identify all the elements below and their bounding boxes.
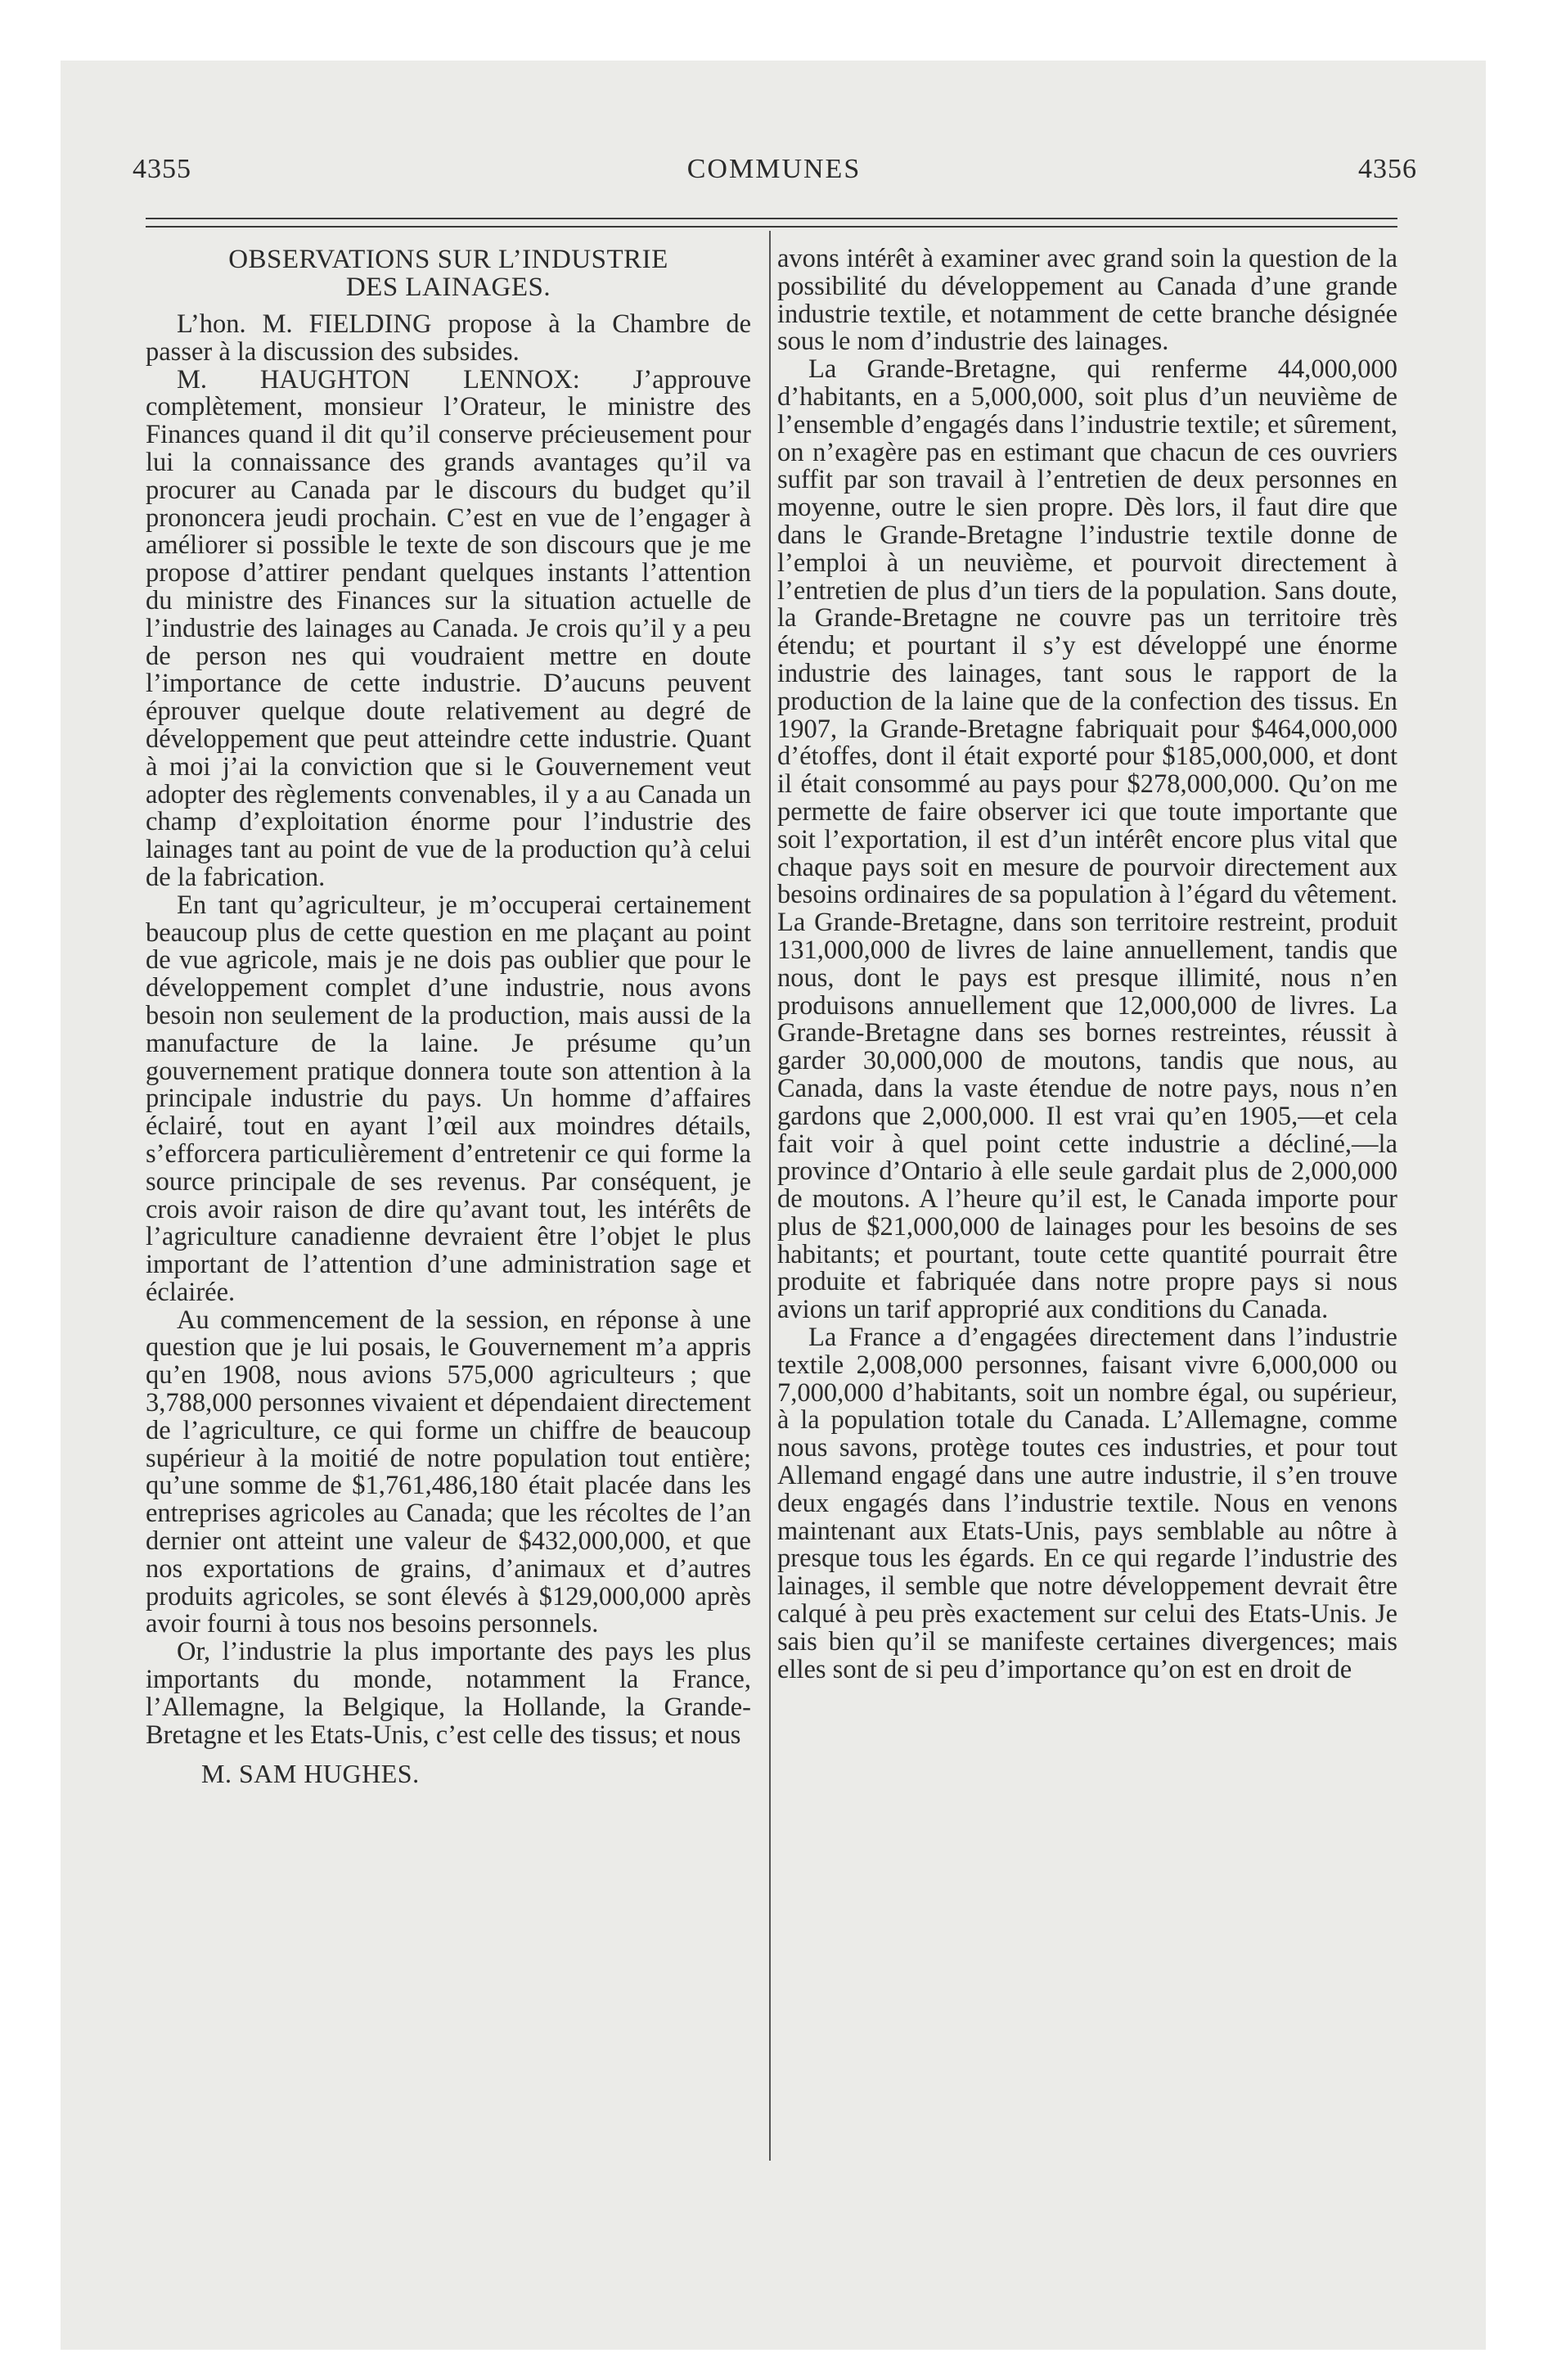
paragraph: Au commencement de la session, en réponse à une question que je lui posais, le Gouvernement m’a appris qu’en 1908, nous avions 575,000 agriculteurs ; que 3,788,000 personnes vivaient et dépendaient directement de l’agriculture, ce qui forme un chiffre de beaucoup supérieur à la moitié de notre population tout entière; qu’une somme de $1,761,486,180 était placée dans les entreprises agricoles au Canada; que les récoltes de l’an dernier ont atteint une valeur de $432,000,000, et que nos exportations de grains, d’animaux et d’autres produits agricoles, se sont élevés à $129,000,000 après avoir fourni à tous nos besoins personnels.: [146, 1305, 751, 1639]
section-title-line2: DES LAINAGES.: [345, 273, 551, 302]
column-divider: [769, 231, 771, 2161]
right-column: [777, 246, 1397, 1684]
header-rule-bottom: [146, 226, 1397, 228]
paragraph: Or, l’industrie la plus importante des pays les plus importants du monde, notamment la France, l’Allemagne, la Belgique, la Hollande, la Grande-Bretagne et les Etats-Unis, c’est celle des tissus; et nous: [146, 1637, 751, 1750]
paragraph: La Grande-Bretagne, qui renferme 44,000,000 d’habitants, en a 5,000,000, soit plus d’un neuvième de l’ensemble d’engagés dans l’industrie textile; et sûrement, on n’exagère pas en estimant que chacun de ces ouvriers suffit par son travail à l’entretien de deux personnes en moyenne, outre le sien propre. Dès lors, il faut dire que dans le Grande-Bretagne l’industrie textile donne de l’emploi à un neuvième, et pourvoit directement à l’entretien de plus d’un tiers de la population. Sans doute, la Grande-Bretagne ne couvre pas un territoire très étendu; et pourtant il s’y est développé une énorme industrie des lainages, tant sous le rapport de la production de la laine que de la confection des tissus. En 1907, la Grande-Bretagne fabriquait pour $464,000,000 d’étoffes, dont il était exporté pour $185,000,000, et dont il était consommé au pays pour $278,000,000. Qu’on me permette de faire observer ici que toute importante que soit l’exportation, il est d’un intérêt encore plus vital que chaque pays soit en mesure de pourvoir directement aux besoins ordinaires de sa population à l’égard du vêtement. La Grande-Bretagne, dans son territoire restreint, produit 131,000,000 de livres de laine annuellement, tandis que nous, dont le pays est presque illimité, nous n’en produisons annuellement que 12,000,000 de livres. La Grande-Bretagne dans ses bornes restreintes, réussit à garder 30,000,000 de moutons, tandis que nous, au Canada, dans la vaste étendue de notre pays, nous n’en gardons que 2,000,000. Il est vrai qu’en 1905,—et cela fait voir à quel point cette industrie a décliné,—la province d’Ontario à elle seule gardait plus de 2,000,000 de moutons. A l’heure qu’il est, le Canada importe pour plus de $21,000,000 de lainages pour les besoins de ses habitants; et pourtant, toute cette quantité pourrait être produite et fabriquée dans notre propre pays si nous avions un tarif approprié aux conditions du Canada.: [777, 354, 1397, 1325]
running-head: COMMUNES: [686, 154, 862, 184]
left-column: [146, 246, 751, 1788]
paragraph: M. HAUGHTON LENNOX: J’approuve complètement, monsieur l’Orateur, le ministre des Finances quand il dit qu’il conserve précieusement pour lui la connaissance des grands avantages qu’il va procurer au Canada par le discours du budget qu’il prononcera jeudi prochain. C’est en vue de l’engager à améliorer si possible le texte de son discours que je me propose d’attirer pendant quelques instants l’attention du ministre des Finances sur la situation actuelle de l’industrie des lainages au Canada. Je crois qu’il y a peu de person nes qui voudraient mettre en doute l’importance de cette industrie. D’aucuns peuvent éprouver quelque doute relativement au degré de développement que peut atteindre cette industrie. Quant à moi j’ai la conviction que si le Gouvernement veut adopter des règlements convenables, il y a au Canada un champ d’exploitation énorme pour l’industrie des lainages tant au point de vue de la production qu’à celui de la fabrication.: [146, 364, 751, 892]
section-title-line1: OBSERVATIONS SUR L’INDUSTRIE: [228, 245, 668, 274]
paragraph: La France a d’engagées directement dans l’industrie textile 2,008,000 personnes, faisant vivre 6,000,000 ou 7,000,000 d’habitants, soit un nombre égal, ou supérieur, à la population totale du Canada. L’Allemagne, comme nous savons, protège toutes ces industries, et pour tout Allemand engagé dans une autre industrie, il s’en trouve deux engagés dans l’industrie textile. Nous en venons maintenant aux Etats-Unis, pays semblable au nôtre à presque tous les égards. En ce qui regarde l’industrie des lainages, il semble que notre développement devrait être calqué à peu près exactement sur celui des Etats-Unis. Je sais bien qu’il se manifeste certaines divergences; mais elles sont de si peu d’importance qu’on est en droit de: [777, 1323, 1397, 1684]
paragraph: avons intérêt à examiner avec grand soin la question de la possibilité du développement au Canada d’une grande industrie textile, et notamment de cette branche désignée sous le nom d’industrie des lainages.: [777, 244, 1397, 357]
section-title: [146, 246, 751, 301]
paragraph: L’hon. M. FIELDING propose à la Chambre de passer à la discussion des subsides.: [146, 309, 751, 367]
page-number-left: 4355: [133, 154, 191, 184]
paragraph: En tant qu’agriculteur, je m’occuperai certainement beaucoup plus de cette question en me plaçant au point de vue agricole, mais je ne dois pas oublier que pour le développement complet d’une industrie, nous avons besoin non seulement de la production, mais aussi de la manufacture de la laine. Je présume qu’un gouvernement pratique donnera toute son attention à la principale industrie du pays. Un homme d’affaires éclairé, tout en ayant l’œil aux moindres détails, s’efforcera particulièrement d’entretenir ce qui forme la source principale de ses revenus. Par conséquent, je crois avoir raison de dire qu’avant tout, les intérêts de l’agriculture canadienne devraient être l’objet le plus important de l’attention d’une administration sage et éclairée.: [146, 890, 751, 1307]
page-number-right: 4356: [1358, 154, 1417, 184]
header-rule-top: [146, 218, 1397, 219]
speaker-signature: M. SAM HUGHES.: [201, 1759, 420, 1789]
